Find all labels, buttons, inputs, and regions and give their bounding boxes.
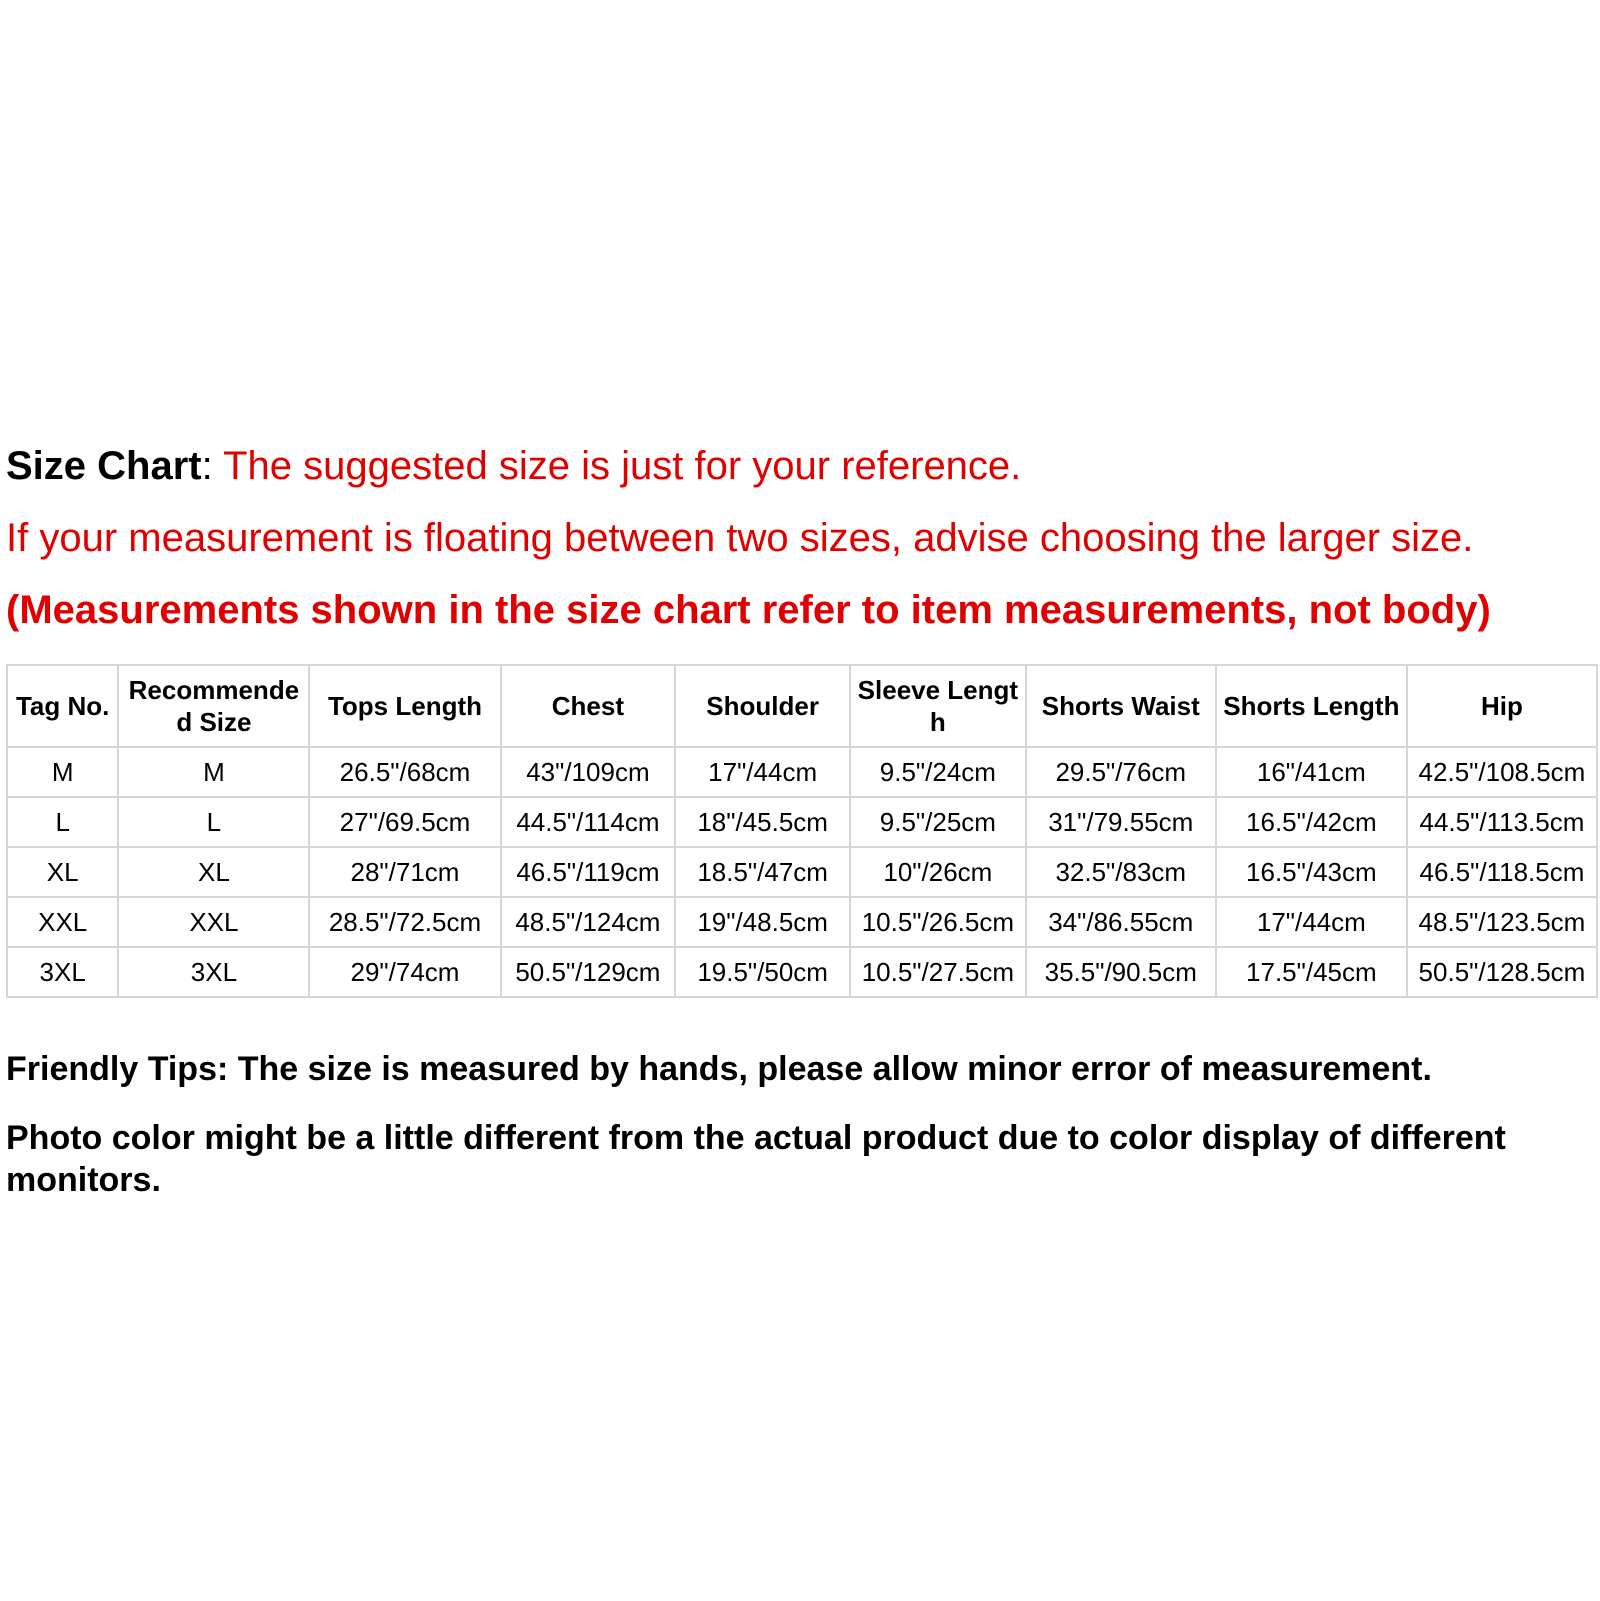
table-header-row <box>7 665 1597 747</box>
table-cell: 46.5"/118.5cm <box>1407 847 1597 897</box>
column-header-shoulder: Shoulder <box>675 665 850 747</box>
table-cell: 28.5"/72.5cm <box>309 897 500 947</box>
table-cell: 16.5"/43cm <box>1216 847 1407 897</box>
table-cell: 44.5"/114cm <box>501 797 676 847</box>
table-cell: M <box>7 747 118 797</box>
table-cell: 48.5"/124cm <box>501 897 676 947</box>
reference-note: The suggested size is just for your reference. <box>223 444 1022 488</box>
size-chart-label: Size Chart <box>6 444 202 488</box>
column-header-hip: Hip <box>1407 665 1597 747</box>
table-cell: 16.5"/42cm <box>1216 797 1407 847</box>
table-cell: 29.5"/76cm <box>1026 747 1216 797</box>
table-cell: 17.5"/45cm <box>1216 947 1407 997</box>
column-header-tag-no: Tag No. <box>7 665 118 747</box>
table-cell: 31"/79.55cm <box>1026 797 1216 847</box>
photo-color-note: Photo color might be a little different from the actual product due to color display of different monitors. <box>6 1119 1506 1199</box>
column-header-recommended-size: Recommended Size <box>118 665 309 747</box>
table-row <box>7 847 1597 897</box>
table-cell: 17"/44cm <box>675 747 850 797</box>
table-cell: 44.5"/113.5cm <box>1407 797 1597 847</box>
table-cell: 50.5"/129cm <box>501 947 676 997</box>
column-header-shorts-length: Shorts Length <box>1216 665 1407 747</box>
table-row <box>7 797 1597 847</box>
column-header-tops-length: Tops Length <box>309 665 500 747</box>
table-cell: XL <box>118 847 309 897</box>
table-cell: 18"/45.5cm <box>675 797 850 847</box>
table-cell: 10"/26cm <box>850 847 1026 897</box>
size-chart-intro <box>6 442 1021 490</box>
column-header-chest: Chest <box>501 665 676 747</box>
table-cell: XXL <box>7 897 118 947</box>
table-cell: XXL <box>118 897 309 947</box>
table-cell: 48.5"/123.5cm <box>1407 897 1597 947</box>
table-row <box>7 897 1597 947</box>
column-header-sleeve-length: Sleeve Length <box>850 665 1026 747</box>
table-cell: 19.5"/50cm <box>675 947 850 997</box>
friendly-tips: Friendly Tips: The size is measured by hands, please allow minor error of measurement. <box>6 1050 1432 1088</box>
table-cell: 9.5"/25cm <box>850 797 1026 847</box>
table-cell: 19"/48.5cm <box>675 897 850 947</box>
table-cell: 35.5"/90.5cm <box>1026 947 1216 997</box>
table-cell: 32.5"/83cm <box>1026 847 1216 897</box>
table-cell: 26.5"/68cm <box>309 747 500 797</box>
table-cell: 42.5"/108.5cm <box>1407 747 1597 797</box>
size-advice: If your measurement is floating between two sizes, advise choosing the larger size. <box>6 516 1474 560</box>
table-cell: 9.5"/24cm <box>850 747 1026 797</box>
table-cell: M <box>118 747 309 797</box>
intro-separator: : <box>201 444 224 488</box>
table-cell: 18.5"/47cm <box>675 847 850 897</box>
table-row <box>7 747 1597 797</box>
table-cell: 16"/41cm <box>1216 747 1407 797</box>
table-row <box>7 947 1597 997</box>
measurement-note: (Measurements shown in the size chart refer to item measurements, not body) <box>6 588 1491 632</box>
table-cell: 3XL <box>118 947 309 997</box>
table-cell: 46.5"/119cm <box>501 847 676 897</box>
table-cell: 3XL <box>7 947 118 997</box>
table-cell: XL <box>7 847 118 897</box>
column-header-shorts-waist: Shorts Waist <box>1026 665 1216 747</box>
table-cell: 50.5"/128.5cm <box>1407 947 1597 997</box>
table-cell: L <box>7 797 118 847</box>
table-cell: 10.5"/26.5cm <box>850 897 1026 947</box>
size-table <box>6 664 1598 998</box>
table-cell: 34"/86.55cm <box>1026 897 1216 947</box>
table-cell: 27"/69.5cm <box>309 797 500 847</box>
table-cell: 28"/71cm <box>309 847 500 897</box>
table-cell: 29"/74cm <box>309 947 500 997</box>
table-cell: L <box>118 797 309 847</box>
table-cell: 17"/44cm <box>1216 897 1407 947</box>
table-cell: 43"/109cm <box>501 747 676 797</box>
table-cell: 10.5"/27.5cm <box>850 947 1026 997</box>
